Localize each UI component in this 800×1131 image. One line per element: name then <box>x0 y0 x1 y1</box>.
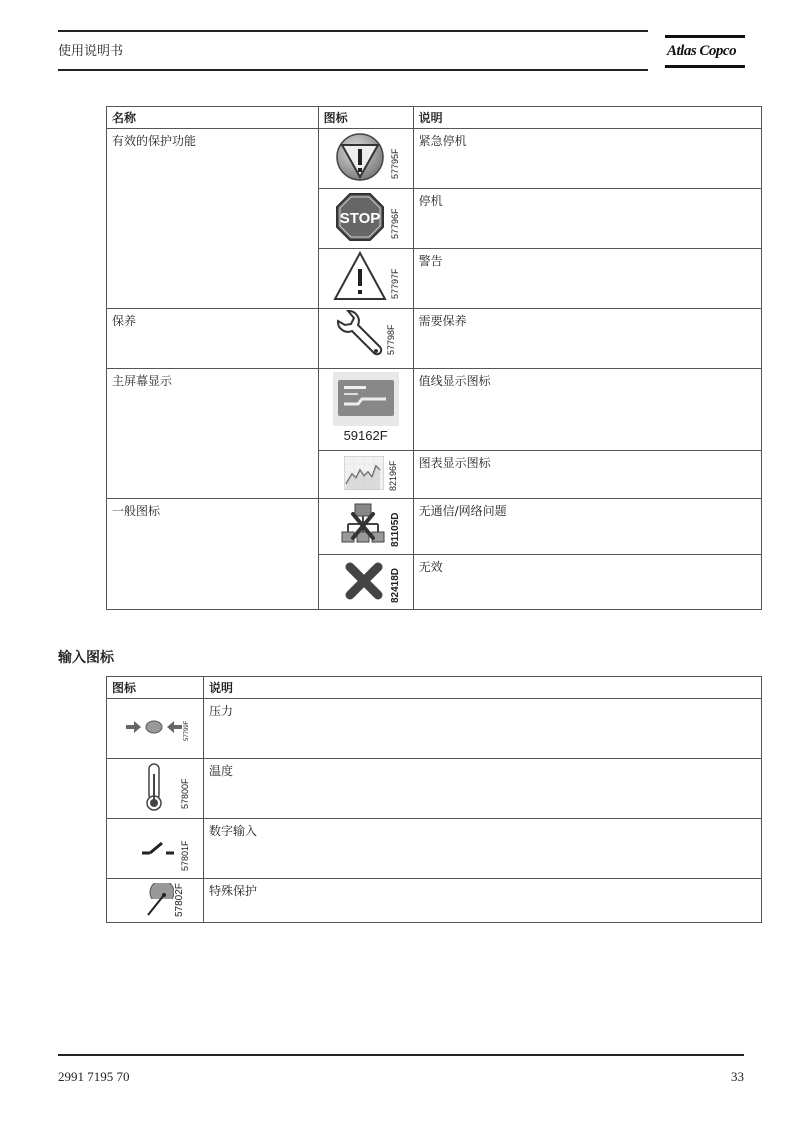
category-cell: 一般图标 <box>107 499 319 610</box>
table-header-row <box>107 107 762 129</box>
icon-cell <box>107 819 204 879</box>
table-row <box>107 309 762 369</box>
icon-cell <box>318 451 413 499</box>
icon-cell <box>318 189 413 249</box>
column-header-icon: 图标 <box>318 107 413 129</box>
description-cell: 数字输入 <box>203 819 761 879</box>
icon-code: 82418D <box>389 567 401 603</box>
table-row <box>107 129 762 189</box>
description-cell: 特殊保护 <box>203 879 761 923</box>
icon-cell <box>318 309 413 369</box>
icon-code: 82196F <box>387 460 398 491</box>
chart-display-icon <box>326 451 406 495</box>
icon-code: 57801F <box>179 840 190 871</box>
column-header-description: 说明 <box>413 107 761 129</box>
description-cell: 停机 <box>413 189 761 249</box>
thermometer-icon <box>110 759 200 815</box>
description-cell: 需要保养 <box>413 309 761 369</box>
icon-code: 57795F <box>389 148 400 179</box>
table-row <box>107 879 762 923</box>
icon-cell <box>107 699 204 759</box>
description-cell: 警告 <box>413 249 761 309</box>
icon-cell <box>318 555 413 610</box>
description-cell: 压力 <box>203 699 761 759</box>
description-cell: 图表显示图标 <box>413 451 761 499</box>
icon-cell <box>107 879 204 923</box>
input-icons-table <box>106 676 762 923</box>
table-header-row <box>107 677 762 699</box>
value-lines-display-icon <box>326 370 406 446</box>
category-cell: 有效的保护功能 <box>107 129 319 309</box>
page-number: 33 <box>731 1069 744 1084</box>
icon-cell <box>318 369 413 451</box>
network-icon <box>326 499 406 551</box>
icon-cell <box>318 129 413 189</box>
document-number: 2991 7195 70 <box>58 1069 130 1084</box>
category-cell: 主屏幕显示 <box>107 369 319 499</box>
icon-code: 81105D <box>389 512 401 547</box>
icon-code: 57799F <box>183 720 190 741</box>
wrench-icon <box>326 309 406 365</box>
special-protection-icon <box>110 879 200 919</box>
column-header-description: 说明 <box>203 677 761 699</box>
icon-code: 57797F <box>389 268 400 299</box>
table-row <box>107 499 762 555</box>
pressure-icon <box>110 699 200 755</box>
description-cell: 无效 <box>413 555 761 610</box>
footer-rule <box>58 1054 744 1056</box>
icon-code: 57798F <box>385 324 396 355</box>
description-cell: 紧急停机 <box>413 129 761 189</box>
protection-icons-table <box>106 106 762 610</box>
header-rule-bottom <box>58 69 648 71</box>
logo-text: Atlas Copco <box>667 43 737 59</box>
column-header-name: 名称 <box>107 107 319 129</box>
emergency-stop-icon <box>326 129 406 185</box>
warning-triangle-icon <box>326 249 406 305</box>
header-title: 使用说明书 <box>58 44 124 59</box>
icon-cell <box>318 249 413 309</box>
icon-code: 57796F <box>389 208 400 239</box>
section-title: 输入图标 <box>58 650 114 666</box>
description-cell: 值线显示图标 <box>413 369 761 451</box>
description-cell: 无通信/网络问题 <box>413 499 761 555</box>
table-row <box>107 759 762 819</box>
table-row <box>107 819 762 879</box>
table-row <box>107 369 762 451</box>
stop-sign-text: STOP <box>339 210 380 227</box>
icon-cell <box>318 499 413 555</box>
icon-code: 59162F <box>343 428 388 443</box>
stop-sign-icon <box>326 189 406 245</box>
icon-cell <box>107 759 204 819</box>
table-row <box>107 699 762 759</box>
cross-icon <box>326 555 406 606</box>
header-rule-top <box>58 30 648 32</box>
column-header-icon: 图标 <box>107 677 204 699</box>
icon-code: 57802F <box>173 883 185 917</box>
icon-code: 57800F <box>179 778 190 809</box>
description-cell: 温度 <box>203 759 761 819</box>
digital-input-switch-icon <box>110 819 200 875</box>
category-cell: 保养 <box>107 309 319 369</box>
atlas-copco-logo <box>665 35 745 71</box>
